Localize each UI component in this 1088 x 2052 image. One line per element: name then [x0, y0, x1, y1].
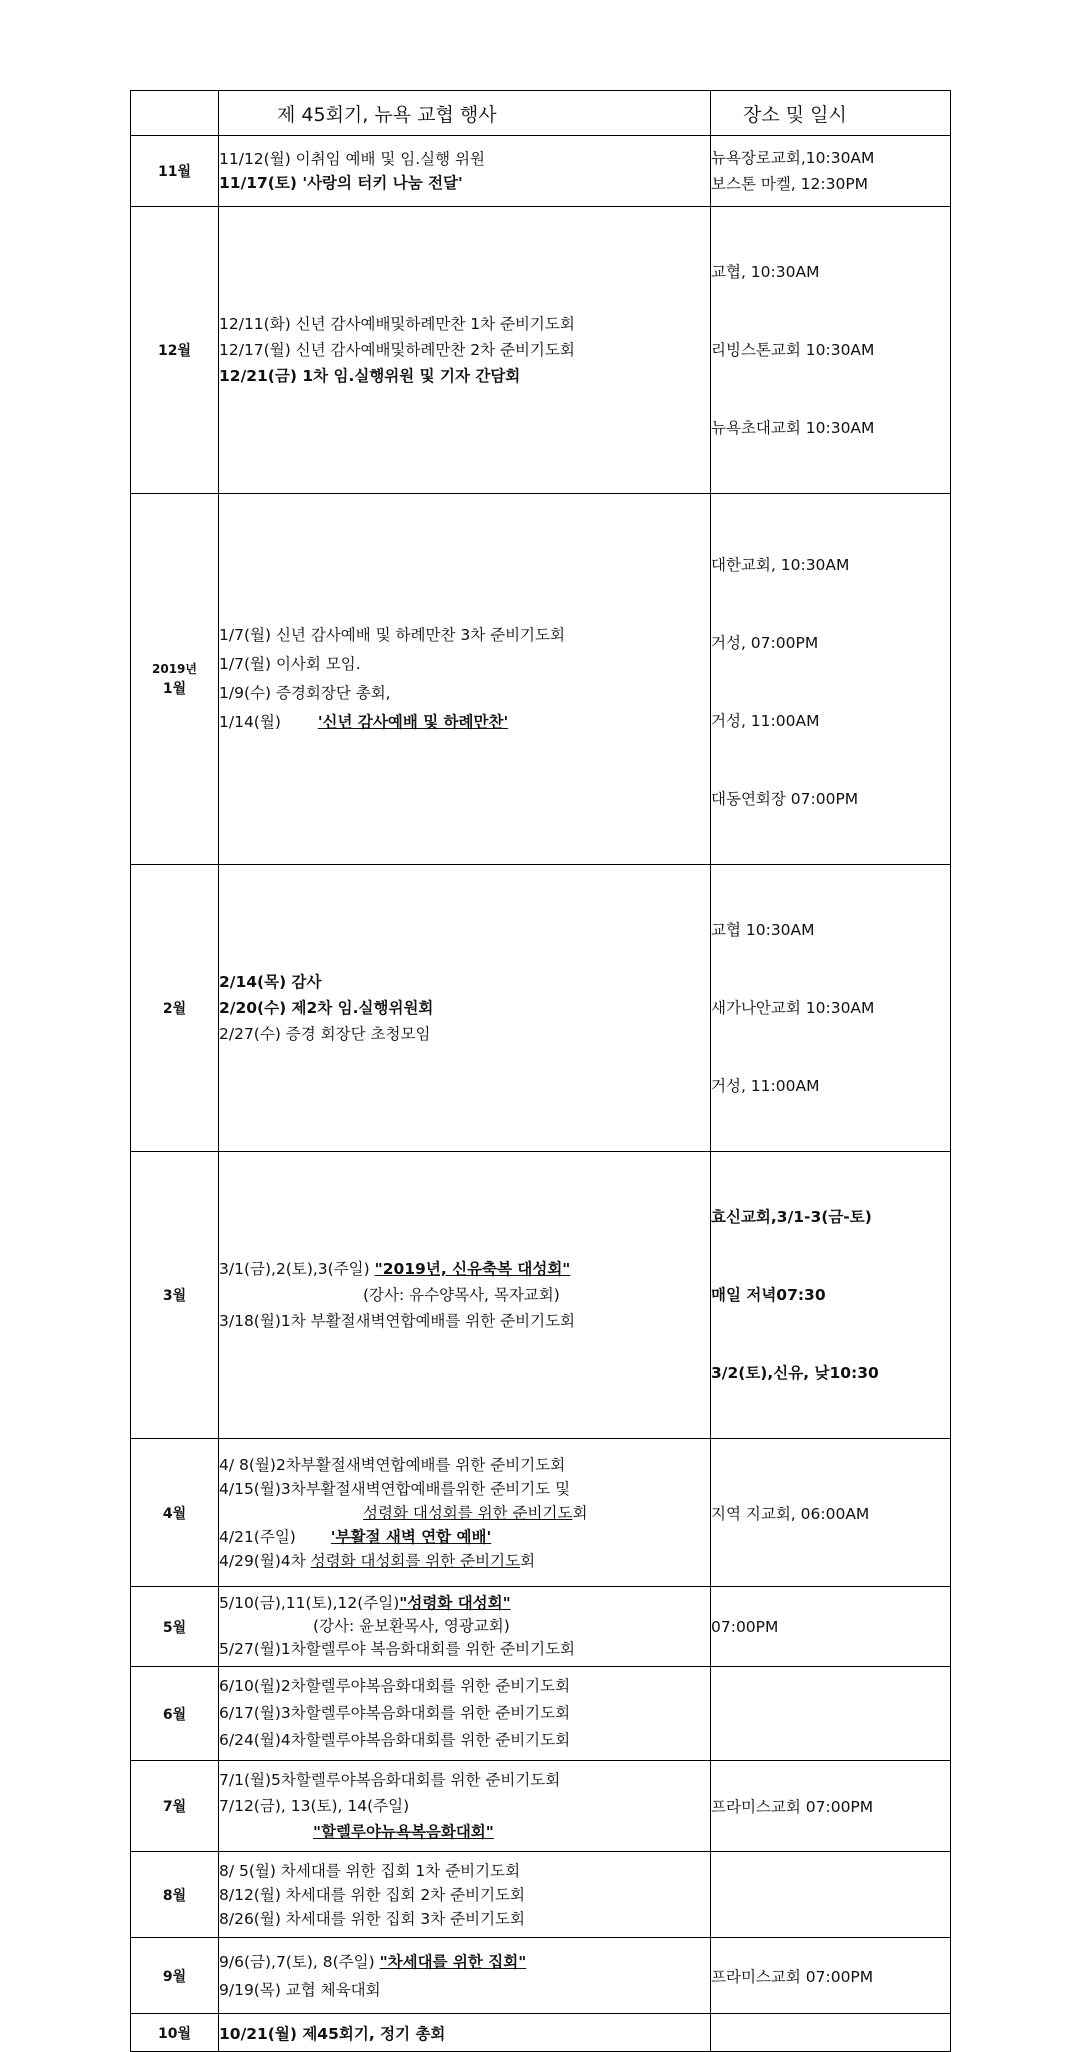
event-line: 2/20(수) 제2차 임.실행위원회 [219, 999, 434, 1017]
header-month-cell [131, 91, 219, 136]
month-label: 8월 [131, 1852, 219, 1938]
event-line: 7/12(금), 13(토), 14(주일) [219, 1797, 410, 1815]
event-line: (강사: 윤보환목사, 영광교회) [313, 1617, 510, 1635]
place-cell [711, 1761, 951, 1852]
event-line [219, 1592, 710, 1615]
place-cell [711, 865, 951, 1152]
event-line: (강사: 유수양목사, 목자교회) [363, 1286, 560, 1304]
event-cell [219, 494, 711, 865]
schedule-row-mar [131, 1152, 951, 1439]
month-cell [131, 494, 219, 865]
event-line [219, 708, 710, 737]
month-label: 3월 [131, 1152, 219, 1439]
schedule-row-sep [131, 1938, 951, 2014]
place-line: 뉴욕장로교회,10:30AM [711, 149, 875, 167]
place-line: 매일 저녁07:30 [711, 1286, 826, 1304]
event-date: 9/6(금),7(토), 8(주일) [219, 1952, 380, 1971]
event-line: 11/17(토) '사랑의 터키 나눔 전달' [219, 174, 463, 192]
event-highlight: "2019년, 신유축복 대성회" [374, 1260, 571, 1278]
place-line: 07:00PM [711, 1617, 779, 1636]
place-line: 효신교회,3/1-3(금-토) [711, 1208, 872, 1226]
event-line: 1/7(월) 신년 감사예배 및 하례만찬 3차 준비기도회 [219, 626, 565, 644]
event-cell [219, 1938, 711, 2014]
event-highlight: "성령화 대성회" [399, 1594, 511, 1612]
header-row [131, 91, 951, 136]
event-line: 4/ 8(월)2차부활절새벽연합예배를 위한 준비기도회 [219, 1455, 566, 1474]
event-cell [219, 1852, 711, 1938]
event-line: 10/21(월) 제45회기, 정기 총회 [219, 2024, 446, 2043]
event-cell [219, 1439, 711, 1587]
schedule-row-jan [131, 494, 951, 865]
place-line: 거성, 11:00AM [711, 1077, 820, 1095]
place-line: 3/2(토),신유, 낮10:30 [711, 1364, 879, 1382]
event-highlight: '신년 감사예배 및 하례만찬' [317, 713, 509, 731]
schedule-row-may [131, 1587, 951, 1667]
event-suffix: 회 [520, 1551, 536, 1570]
month-label: 2월 [131, 865, 219, 1152]
header-event-title: 제 45회기, 뉴욕 교협 행사 [219, 91, 711, 136]
event-line: 4/15(월)3차부활절새벽연합예배를위한 준비기도 및 [219, 1479, 571, 1498]
month-label: 5월 [131, 1587, 219, 1667]
place-line: 대한교회, 10:30AM [711, 556, 850, 574]
event-cell [219, 207, 711, 494]
place-cell [711, 494, 951, 865]
schedule-row-feb [131, 865, 951, 1152]
event-line: 5/27(월)1차할렐루야 복음화대회를 위한 준비기도회 [219, 1640, 576, 1658]
place-line: 교협, 10:30AM [711, 263, 820, 281]
event-highlight: '부활절 새벽 연합 예배' [330, 1527, 492, 1546]
event-line: 7/1(월)5차할렐루야복음화대회를 위한 준비기도회 [219, 1771, 561, 1789]
place-line: 새가나안교회 10:30AM [711, 999, 875, 1017]
month-label: 7월 [131, 1761, 219, 1852]
schedule-row-aug [131, 1852, 951, 1938]
event-cell [219, 1587, 711, 1667]
event-date: 4/21(주일) [219, 1527, 296, 1546]
schedule-row-oct [131, 2014, 951, 2052]
event-cell [219, 2014, 711, 2052]
event-line: 6/24(월)4차할렐루야복음화대회를 위한 준비기도회 [219, 1731, 571, 1749]
event-date: 4/29(월)4차 [219, 1551, 311, 1570]
event-line: 11/12(월) 이취임 예배 및 임.실행 위원 [219, 150, 486, 168]
event-line: 1/7(월) 이사회 모임. [219, 655, 361, 673]
schedule-row-jul [131, 1761, 951, 1852]
event-date: 1/14(월) [219, 713, 281, 731]
place-line: 보스톤 마켈, 12:30PM [711, 175, 869, 193]
place-cell [711, 1439, 951, 1587]
place-cell [711, 2014, 951, 2052]
event-line: 1/9(수) 증경회장단 총회, [219, 684, 391, 702]
event-line: 12/11(화) 신년 감사예배및하례만찬 1차 준비기도회 [219, 315, 575, 333]
event-line: 2/14(목) 감사 [219, 973, 322, 991]
month-label: 1월 [162, 681, 187, 697]
schedule-row-jun [131, 1667, 951, 1761]
event-underlined: 성령화 대성회를 위한 준비기도 [363, 1503, 573, 1522]
event-line: 12/17(월) 신년 감사예배및하례만찬 2차 준비기도회 [219, 341, 575, 359]
month-label: 4월 [131, 1439, 219, 1587]
event-line [219, 1549, 710, 1573]
event-line: 6/17(월)3차할렐루야복음화대회를 위한 준비기도회 [219, 1704, 571, 1722]
event-line [219, 1525, 710, 1549]
event-date: 5/10(금),11(토),12(주일) [219, 1594, 400, 1612]
place-cell [711, 1587, 951, 1667]
place-cell [711, 1152, 951, 1439]
event-line: 8/12(월) 차세대를 위한 집회 2차 준비기도회 [219, 1885, 525, 1904]
place-cell [711, 136, 951, 207]
event-line [219, 1256, 710, 1282]
place-line: 거성, 07:00PM [711, 634, 819, 652]
month-label: 6월 [131, 1667, 219, 1761]
place-line: 지역 지교회, 06:00AM [711, 1504, 870, 1523]
place-line: 프라미스교회 07:00PM [711, 1798, 874, 1816]
event-line: 8/26(월) 차세대를 위한 집회 3차 준비기도회 [219, 1909, 525, 1928]
month-label: 10월 [131, 2014, 219, 2052]
place-cell [711, 1667, 951, 1761]
place-cell [711, 207, 951, 494]
place-line: 리빙스톤교회 10:30AM [711, 341, 875, 359]
month-label: 9월 [131, 1938, 219, 2014]
event-cell [219, 1667, 711, 1761]
schedule-row-dec [131, 207, 951, 494]
month-label: 12월 [131, 207, 219, 494]
event-line [219, 1948, 710, 1976]
place-line: 뉴욕초대교회 10:30AM [711, 419, 875, 437]
event-underlined: 성령화 대성회를 위한 준비기도 [310, 1551, 521, 1570]
schedule-table [130, 90, 951, 2052]
place-cell [711, 1852, 951, 1938]
event-line: 6/10(월)2차할렐루야복음화대회를 위한 준비기도회 [219, 1677, 571, 1695]
event-line: 9/19(목) 교협 체육대회 [219, 1980, 381, 1999]
event-suffix: 회 [572, 1503, 588, 1522]
event-highlight: "차세대를 위한 집회" [379, 1952, 527, 1971]
place-line: 대동연회장 07:00PM [711, 790, 859, 808]
schedule-row-nov [131, 136, 951, 207]
event-line: 2/27(수) 증경 회장단 초청모임 [219, 1025, 431, 1043]
place-line: 교협 10:30AM [711, 921, 815, 939]
header-place-title: 장소 및 일시 [711, 91, 951, 136]
place-cell [711, 1938, 951, 2014]
event-line [219, 1501, 710, 1525]
place-line: 거성, 11:00AM [711, 712, 820, 730]
schedule-row-apr [131, 1439, 951, 1587]
event-line: 12/21(금) 1차 임.실행위원 및 기자 간담회 [219, 367, 521, 385]
event-line: 8/ 5(월) 차세대를 위한 집회 1차 준비기도회 [219, 1861, 521, 1880]
year-label: 2019년 [152, 662, 197, 676]
event-cell [219, 865, 711, 1152]
month-label: 11월 [131, 136, 219, 207]
event-cell [219, 1152, 711, 1439]
event-line: "할렐루야뉴욕복음화대회" [313, 1823, 494, 1841]
place-line: 프라미스교회 07:00PM [711, 1967, 874, 1986]
event-line: 3/18(월)1차 부활절새벽연합예배를 위한 준비기도회 [219, 1312, 576, 1330]
event-cell [219, 1761, 711, 1852]
event-date: 3/1(금),2(토),3(주일) [219, 1260, 375, 1278]
event-cell [219, 136, 711, 207]
